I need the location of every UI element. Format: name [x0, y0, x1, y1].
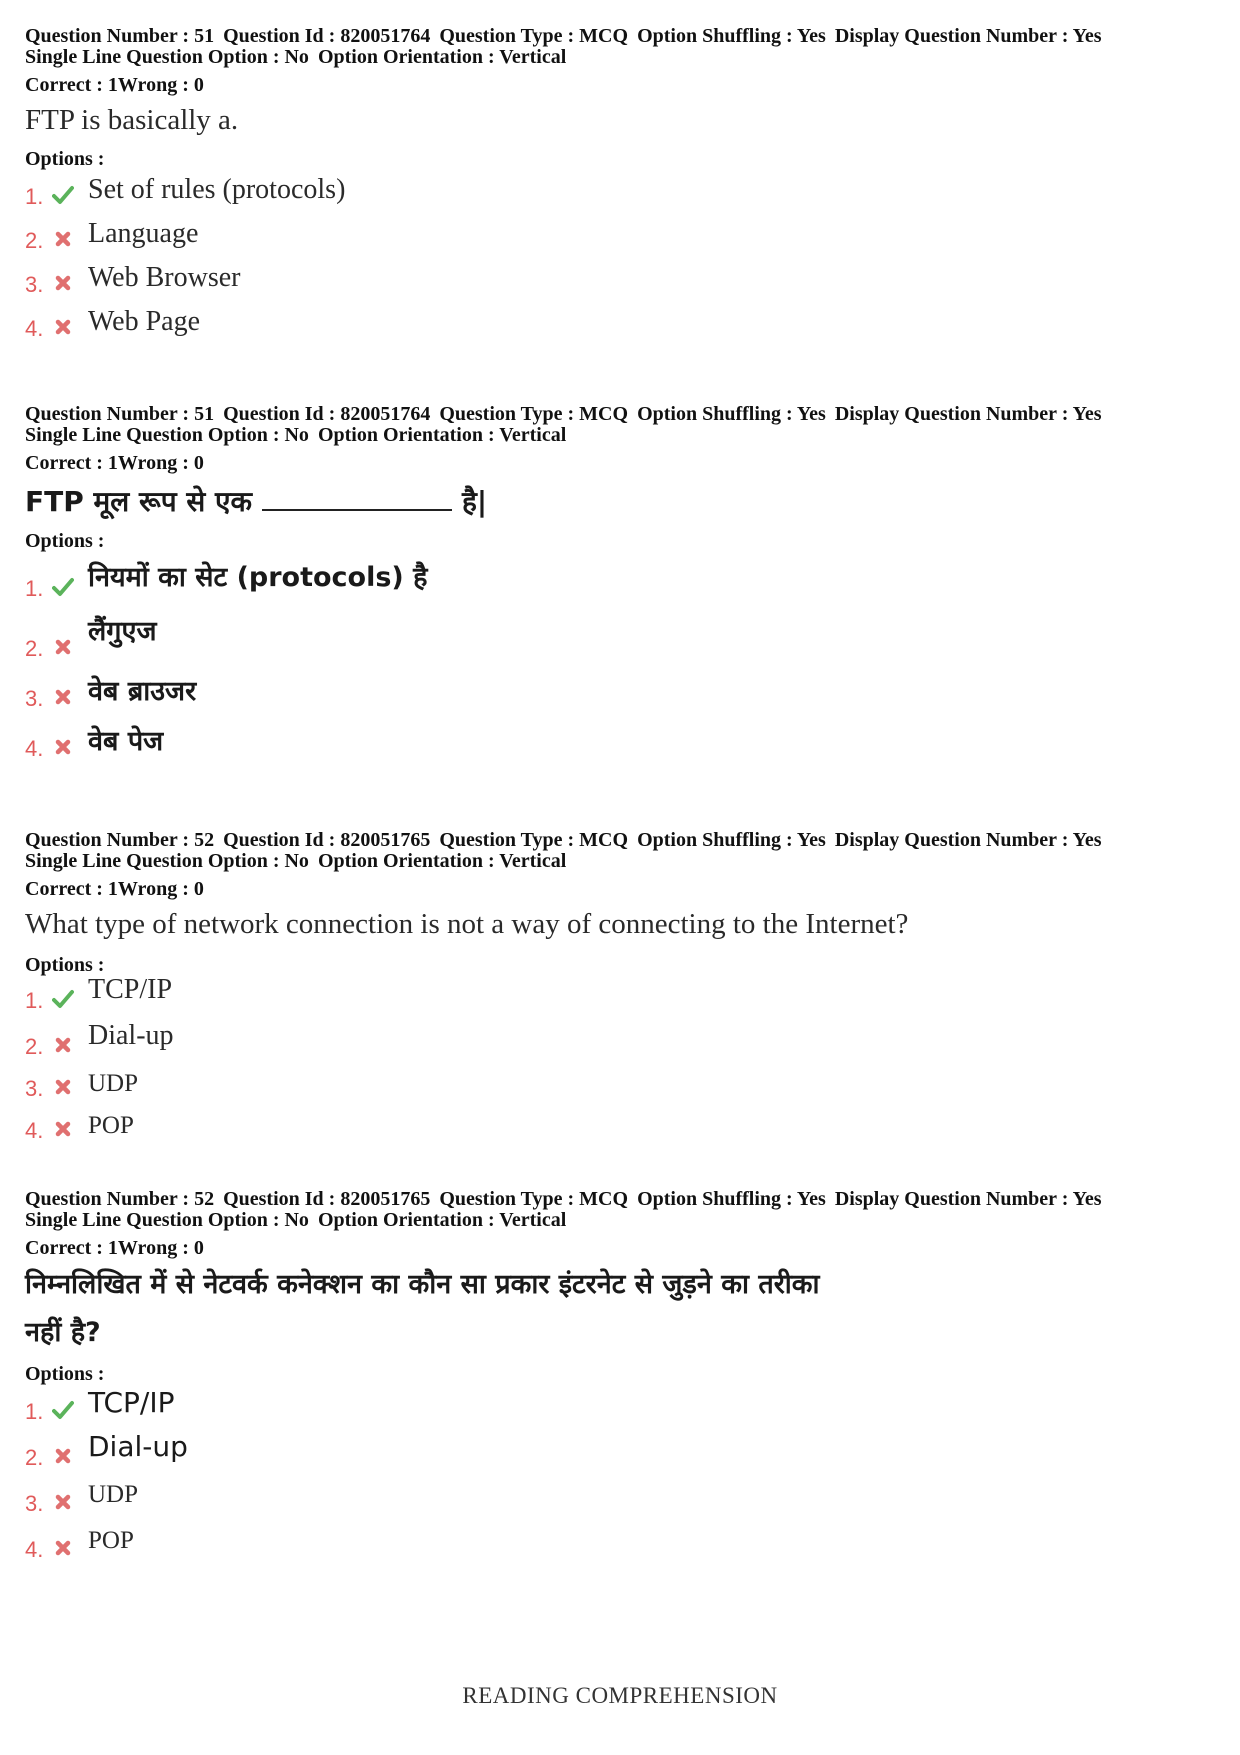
option-text: TCP/IP: [88, 974, 173, 1005]
option-1: [25, 976, 1225, 1018]
marks-line: [25, 1238, 1225, 1259]
single-line-option: Single Line Question Option : No: [25, 850, 309, 872]
option-text: UDP: [88, 1070, 139, 1097]
check-icon: [52, 184, 74, 206]
options-label: Options :: [25, 530, 105, 552]
cross-icon: [52, 1034, 74, 1056]
question-id: Question Id : 820051764: [223, 25, 431, 47]
option-number: 4.: [25, 316, 44, 341]
options-label: Options :: [25, 148, 105, 170]
option-2: [25, 1429, 1225, 1475]
option-shuffling: Option Shuffling : Yes: [637, 25, 826, 47]
option-text: Set of rules (protocols): [88, 174, 346, 205]
option-number: 1.: [25, 988, 44, 1013]
question-block-4: [25, 1189, 1225, 1567]
option-2: [25, 606, 1225, 666]
question-text-part2: है|: [462, 485, 488, 518]
question-text-line1: निम्नलिखित में से नेटवर्क कनेक्शन का कौन सा प्रकार इंटरनेट से जुड़ने का तरीका: [25, 1269, 820, 1300]
question-meta-line-2: [25, 425, 1225, 446]
option-number: 2.: [25, 228, 44, 253]
question-type: Question Type : MCQ: [439, 25, 629, 47]
option-text: Language: [88, 218, 199, 249]
question-block-1: [25, 26, 1225, 346]
option-number: 2.: [25, 1034, 44, 1059]
option-text: Web Page: [88, 306, 201, 337]
option-orientation: Option Orientation : Vertical: [317, 850, 567, 872]
question-number: Question Number : 51: [25, 403, 215, 425]
option-2: [25, 214, 1225, 258]
option-4: [25, 302, 1225, 346]
question-text-line2: नहीं है?: [25, 1317, 101, 1348]
option-text: TCP/IP: [88, 1386, 175, 1419]
option-text: Dial-up: [88, 1430, 188, 1463]
option-number: 4.: [25, 1537, 44, 1562]
option-number: 4.: [25, 736, 44, 761]
option-number: 4.: [25, 1118, 44, 1143]
question-meta-line-2: [25, 1210, 1225, 1231]
single-line-option: Single Line Question Option : No: [25, 424, 309, 446]
options-label: Options :: [25, 1363, 105, 1385]
option-shuffling: Option Shuffling : Yes: [637, 829, 826, 851]
question-id: Question Id : 820051765: [223, 829, 431, 851]
option-number: 1.: [25, 576, 44, 601]
option-orientation: Option Orientation : Vertical: [317, 424, 567, 446]
question-type: Question Type : MCQ: [439, 403, 629, 425]
question-meta-line-2: [25, 47, 1225, 68]
options-label: Options :: [25, 954, 105, 976]
wrong-marks: Wrong : 0: [117, 878, 204, 900]
fill-in-blank: [262, 487, 452, 511]
cross-icon: [52, 316, 74, 338]
question-type: Question Type : MCQ: [439, 1188, 629, 1210]
question-number: Question Number : 52: [25, 829, 215, 851]
question-meta-line-1: [25, 830, 1225, 851]
display-question-number: Display Question Number : Yes: [834, 829, 1102, 851]
display-question-number: Display Question Number : Yes: [834, 25, 1102, 47]
check-icon: [52, 1399, 74, 1421]
option-orientation: Option Orientation : Vertical: [317, 1209, 567, 1231]
wrong-marks: Wrong : 0: [117, 74, 204, 96]
option-number: 3.: [25, 1491, 44, 1516]
correct-marks: Correct : 1: [25, 1237, 118, 1259]
cross-icon: [52, 736, 74, 758]
option-number: 3.: [25, 1076, 44, 1101]
question-number: Question Number : 52: [25, 1188, 215, 1210]
cross-icon: [52, 636, 74, 658]
option-number: 2.: [25, 636, 44, 661]
option-number: 1.: [25, 1399, 44, 1424]
question-number: Question Number : 51: [25, 25, 215, 47]
question-block-2: [25, 404, 1225, 766]
option-3: [25, 1475, 1225, 1521]
cross-icon: [52, 1076, 74, 1098]
option-3: [25, 1064, 1225, 1106]
cross-icon: [52, 228, 74, 250]
wrong-marks: Wrong : 0: [117, 1237, 204, 1259]
option-number: 1.: [25, 184, 44, 209]
option-text: लैंगुएज: [88, 616, 157, 647]
option-text: वेब ब्राउजर: [88, 676, 197, 707]
cross-icon: [52, 1445, 74, 1467]
marks-line: [25, 75, 1225, 96]
question-text-part1: FTP मूल रूप से एक: [25, 485, 253, 518]
correct-marks: Correct : 1: [25, 74, 118, 96]
option-text: नियमों का सेट (protocols) है: [88, 562, 428, 593]
option-4: [25, 1106, 1225, 1148]
question-meta-line-1: [25, 404, 1225, 425]
option-number: 2.: [25, 1445, 44, 1470]
display-question-number: Display Question Number : Yes: [834, 1188, 1102, 1210]
section-footer: READING COMPREHENSION: [462, 1683, 778, 1708]
correct-marks: Correct : 1: [25, 452, 118, 474]
check-icon: [52, 988, 74, 1010]
option-shuffling: Option Shuffling : Yes: [637, 1188, 826, 1210]
option-4: [25, 716, 1225, 766]
option-text: वेब पेज: [88, 726, 164, 757]
option-4: [25, 1521, 1225, 1567]
option-shuffling: Option Shuffling : Yes: [637, 403, 826, 425]
option-2: [25, 1018, 1225, 1064]
question-text: What type of network connection is not a way of connecting to the Internet?: [25, 908, 909, 940]
check-icon: [52, 576, 74, 598]
single-line-option: Single Line Question Option : No: [25, 46, 309, 68]
correct-marks: Correct : 1: [25, 878, 118, 900]
option-3: [25, 666, 1225, 716]
option-orientation: Option Orientation : Vertical: [317, 46, 567, 68]
display-question-number: Display Question Number : Yes: [834, 403, 1102, 425]
option-text: POP: [88, 1527, 134, 1554]
cross-icon: [52, 1537, 74, 1559]
option-1: [25, 170, 1225, 214]
question-meta-line-1: [25, 26, 1225, 47]
question-meta-line-1: [25, 1189, 1225, 1210]
question-id: Question Id : 820051765: [223, 1188, 431, 1210]
cross-icon: [52, 1118, 74, 1140]
option-text: UDP: [88, 1481, 139, 1508]
marks-line: [25, 453, 1225, 474]
marks-line: [25, 879, 1225, 900]
option-1: [25, 552, 1225, 606]
question-block-3: [25, 830, 1225, 1148]
question-id: Question Id : 820051764: [223, 403, 431, 425]
single-line-option: Single Line Question Option : No: [25, 1209, 309, 1231]
option-1: [25, 1385, 1225, 1429]
wrong-marks: Wrong : 0: [117, 452, 204, 474]
cross-icon: [52, 686, 74, 708]
question-text: FTP is basically a.: [25, 104, 239, 136]
option-text: Dial-up: [88, 1020, 174, 1051]
question-text: [25, 1261, 1225, 1357]
option-number: 3.: [25, 686, 44, 711]
option-3: [25, 258, 1225, 302]
question-text: [25, 478, 1225, 526]
question-type: Question Type : MCQ: [439, 829, 629, 851]
cross-icon: [52, 1491, 74, 1513]
option-number: 3.: [25, 272, 44, 297]
cross-icon: [52, 272, 74, 294]
question-meta-line-2: [25, 851, 1225, 872]
option-text: Web Browser: [88, 262, 241, 293]
option-text: POP: [88, 1112, 134, 1139]
